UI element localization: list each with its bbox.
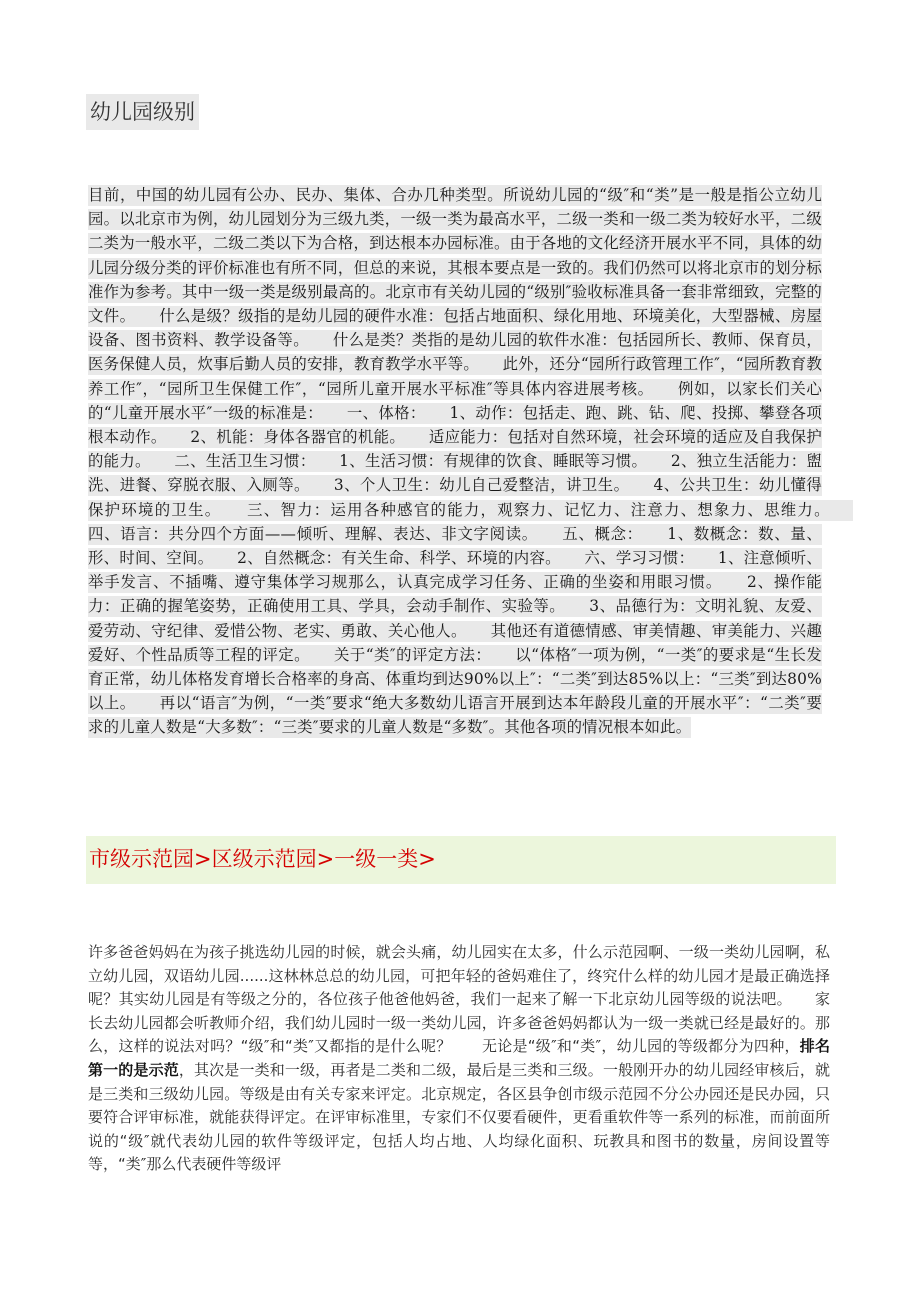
section-heading-kindergarten-levels: 幼儿园级别 — [86, 94, 199, 130]
paragraph-grading-standards-text: 目前，中国的幼儿园有公办、民办、集体、合办几种类型。所说幼儿园的“级″和“类”是一般是指公立幼儿园。以北京市为例，幼儿园划分为三级九类，一级一类为最高水平，二级一类和一级二类为较好水平，二级二类为一般水平，二级二类以下为合格，到达根本办园标准。由于各地的文化经济开展水平不同，具体的幼儿园分级分类的评价标准也有所不同，但总的来说，其根本要点是一致的。我们仍然可以将北京市的划分标准作为参考。其中一级一类是级别最高的。北京市有关幼儿园的“级别″验收标准具备一套非常细致，完整的文件。 什么是级？级指的是幼儿园的硬件水准：包括占地面积、绿化用地、环境美化，大型器械、房屋设备、图书资料、教学设备等。 什么是类？类指的是幼儿园的软件水准：包括园所长、教师、保育员，医务保健人员，炊事后勤人员的安排，教育教学水平等。 此外，还分“园所行政管理工作″，“园所教育教养工作″，“园所卫生保健工作″，“园所儿童开展水平标准″等具体内容进展考核。 例如，以家长们关心的“儿童开展水平″一级的标准是： 一、体格： 1、动作：包括走、跑、跳、钻、爬、投掷、攀登各项根本动作。 2、机能：身体各器官的机能。 适应能力：包括对自然环境，社会环境的适应及自我保护的能力。 二、生活卫生习惯： 1、生活习惯：有规律的饮食、睡眠等习惯。 2、独立生活能力：盥洗、进餐、穿脱衣服、入厕等。 3、个人卫生：幼儿自己爱整洁，讲卫生。 4、公共卫生：幼儿懂得保护环境的卫生。 三、智力：运用各种感官的能力，观察力、记忆力、注意力、想象力、思维力。 四、语言：共分四个方面——倾听、理解、表达、非文字阅读。 五、概念： 1、数概念：数、量、形、时间、空间。 2、自然概念：有关生命、科学、环境的内容。 六、学习习惯： 1、注意倾听、举手发言、不插嘴、遵守集体学习规那么，认真完成学习任务、正确的坐姿和用眼习惯。 2、操作能力：正确的握笔姿势，正确使用工具、学具，会动手制作、实验等。 3、品德行为：文明礼貌、友爱、爱劳动、守纪律、爱惜公物、老实、勇敢、关心他人。 其他还有道德情感、审美情趣、审美能力、兴趣爱好、个性品质等工程的评定。 关于“类″的评定方法： 以“体格″一项为例，“一类″的要求是“生长发育正常，幼儿体格发育增长合格率的身高、体重均到达90%以上″：“二类″到达85%以上：“三类″到达80%以上。 再以“语言″为例，“一类″要求“绝大多数幼儿语言开展到达本年龄段儿童的开展水平″：“二类″要求的儿童人数是“大多数″：“三类″要求的儿童人数是“多数″。其他各项的情况根本如此。 — [88, 186, 854, 737]
section-heading-ranking: 市级示范园>区级示范园>一级一类> — [86, 836, 836, 884]
paragraph-ranking-explanation — [88, 941, 830, 1177]
paragraph-ranking-bold-text: 排名第一的是示范 — [88, 1037, 830, 1079]
paragraph-grading-standards — [88, 183, 854, 740]
paragraph-ranking-text-1: 许多爸爸妈妈在为孩子挑选幼儿园的时候，就会头痛，幼儿园实在太多，什么示范园啊、一级一类幼儿园啊，私立幼儿园，双语幼儿园......这林林总总的幼儿园，可把年轻的爸妈难住了，终究什么样的幼儿园才是最正确选择呢？其实幼儿园是有等级之分的，各位孩子他爸他妈爸，我们一起来了解一下北京幼儿园等级的说法吧。 家长去幼儿园都会听教师介绍，我们幼儿园时一级一类幼儿园，许多爸爸妈妈都认为一级一类就已经是最好的。那么，这样的说法对吗？“级″和“类″又都指的是什么呢？ 无论是“级″和“类″，幼儿园的等级都分为四种， — [88, 943, 830, 1056]
paragraph-ranking-text-2: ，其次是一类和一级，再者是二类和二级，最后是三类和三级。一般刚开办的幼儿园经审核后，就是三类和三级幼儿园。等级是由有关专家来评定。北京规定，各区县争创市级示范园不分公办园还是民办园，只要符合评审标准，就能获得评定。在评审标准里，专家们不仅要看硬件，更看重软件等一系列的标准，而前面所说的“级″就代表幼儿园的软件等级评定，包括人均占地、人均绿化面积、玩教具和图书的数量，房间设置等等，“类″那么代表硬件等级评 — [88, 1060, 830, 1174]
